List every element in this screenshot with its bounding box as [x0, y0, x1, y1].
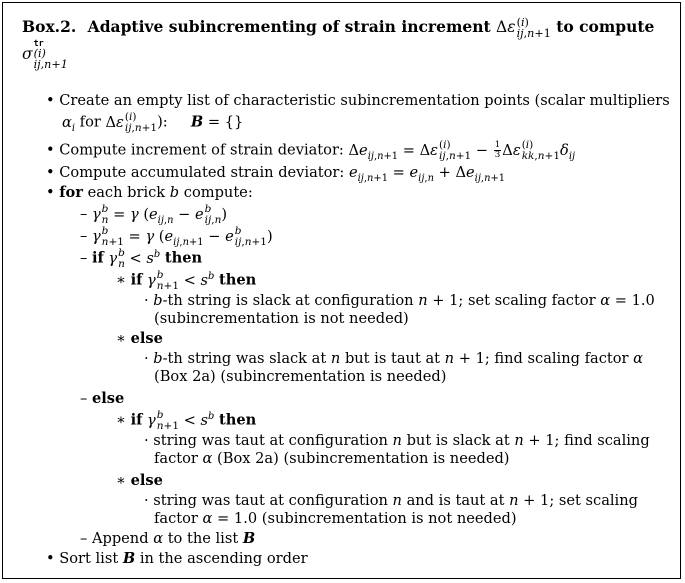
if-keyword-2: if	[130, 271, 143, 289]
case-4-factor: factor	[154, 510, 198, 527]
math-accumulated: $e_{ij,n+1} = e_{ij,n} + \Delta e_{ij,n+1}$	[348, 164, 506, 184]
case-4-tail: ; set scaling	[549, 492, 638, 509]
case-2-line-2: (Box 2a) (subincrementation is needed)	[154, 368, 447, 385]
list-B-symbol: B	[190, 113, 204, 131]
item-2-text: Compute increment of strain deviator:	[59, 141, 344, 159]
alpha-value-2: 1.0	[233, 510, 258, 527]
box-label: Box.2.	[22, 17, 77, 36]
case-3-text: string was taut at configuration	[153, 432, 388, 449]
sort-text: Sort list	[59, 550, 119, 567]
if-inner-2: ∗ if γ b n+1 < $s^b$ then	[116, 409, 257, 432]
item-1-colon: ):	[157, 113, 168, 131]
case-3-tail: ; find scaling	[554, 432, 650, 449]
else-inner-1: ∗ else	[116, 330, 163, 347]
gamma-n1-line: – γ b n+1 = γ ($e_{ij,n+1} - e$ b ij,n+1 )	[80, 225, 273, 248]
bullet-2: • Compute increment of strain deviator: $\Delta e_{ij,n+1} = \Delta\varepsilon$ (i) ij,n+1 − $\frac{1}{3}$ Δε (i) kk,n+1 $\delta_{ij}$	[46, 139, 576, 162]
case-2-tail: ; find scaling factor	[484, 350, 629, 367]
else-keyword-1: else	[130, 330, 163, 347]
then-keyword-2: then	[219, 271, 257, 289]
then-keyword-1: then	[164, 249, 203, 267]
bullet-1: • Create an empty list of characteristic subincrementation points (scalar multipliers	[46, 92, 670, 109]
box-title-to: to compute	[556, 17, 655, 36]
if-keyword-3: if	[130, 411, 143, 429]
item-1-line-2: $\alpha_i$ for Δε (i) ij,n+1 ): B = {}	[62, 111, 244, 134]
list-B-symbol-2: B	[242, 530, 256, 547]
case-4-tail-2: (subincrementation is not needed)	[261, 510, 517, 527]
sort-tail: in the ascending order	[139, 550, 308, 567]
bullet-5: • Sort list B in the ascending order	[46, 550, 308, 567]
box-title	[22, 16, 662, 70]
case-1-line-2: (subincrementation is not needed)	[154, 310, 409, 327]
else-inner-2: ∗ else	[116, 472, 163, 489]
case-2-text: -th string was slack at	[162, 350, 327, 367]
item-4-compute: compute:	[183, 184, 253, 201]
list-B-symbol-3: B	[122, 550, 136, 567]
case-1-tail: ; set scaling factor	[458, 292, 596, 309]
item-4-text: each brick	[87, 184, 166, 201]
append-tail: to the list	[167, 530, 239, 547]
case-4-mid: and is taut at	[406, 492, 505, 509]
case-3-factor: factor	[154, 450, 198, 467]
bullet-3: • Compute accumulated strain deviator: $e_{ij,n+1} = e_{ij,n} + \Delta e_{ij,n+1}$	[46, 164, 506, 184]
bullet-4: • for each brick b compute:	[46, 184, 253, 201]
case-2-line-1: · b-th string was slack at n but is taut at n + 1; find scaling factor α	[144, 350, 644, 367]
item-3-text: Compute accumulated strain deviator:	[59, 164, 345, 181]
case-4-text: string was taut at configuration	[153, 492, 388, 509]
case-3-tail-2: (Box 2a) (subincrementation is needed)	[217, 450, 510, 467]
case-4-line-2: factor α = 1.0 (subincrementation is not needed)	[154, 510, 517, 527]
case-2-mid: but is taut at	[344, 350, 441, 367]
item-1-for: for	[79, 113, 101, 131]
case-1-text: -th string is slack at configuration	[162, 292, 414, 309]
else-outer: – else	[80, 390, 125, 407]
else-keyword-2: else	[91, 390, 125, 407]
case-3-mid: but is slack at	[406, 432, 510, 449]
case-3-line-1: · string was taut at configuration n but is slack at n + 1; find scaling	[144, 432, 650, 449]
math-sigma-trial: σ tr (i) ij,n+1	[22, 38, 68, 71]
case-3-line-2: factor α (Box 2a) (subincrementation is needed)	[154, 450, 510, 467]
case-4-line-1: · string was taut at configuration n and is taut at n + 1; set scaling	[144, 492, 638, 509]
box-title-text: Adaptive subincrementing of strain increment	[87, 17, 491, 36]
append-text: Append	[91, 530, 149, 547]
case-1-line-1: · b-th string is slack at configuration n + 1; set scaling factor α = 1.0	[144, 292, 655, 309]
append-line: – Append α to the list B	[80, 530, 256, 547]
item-1-line-1: Create an empty list of characteristic subincrementation points (scalar multipliers	[59, 92, 670, 109]
if-keyword-1: if	[91, 249, 104, 267]
math-deviator-increment: $\Delta e_{ij,n+1} = \Delta\varepsilon$ (i) ij,n+1 − $\frac{1}{3}$ Δε (i) kk,n+1 $\delta_{ij}$	[348, 139, 576, 162]
for-keyword: for	[59, 184, 83, 201]
else-keyword-3: else	[130, 472, 163, 489]
if-inner-1: ∗ if γ b n+1 < $s^b$ then	[116, 269, 257, 292]
math-strain-increment: Δε (i) ij,n+1	[496, 15, 551, 40]
if-outer: – if γ b n < $s^b$ then	[80, 247, 203, 270]
then-keyword-3: then	[219, 411, 257, 429]
gamma-n-line: – γ b n = γ ($e_{ij,n} - e$ b ij,n )	[80, 203, 228, 226]
alpha-value-1: 1.0	[631, 292, 655, 309]
